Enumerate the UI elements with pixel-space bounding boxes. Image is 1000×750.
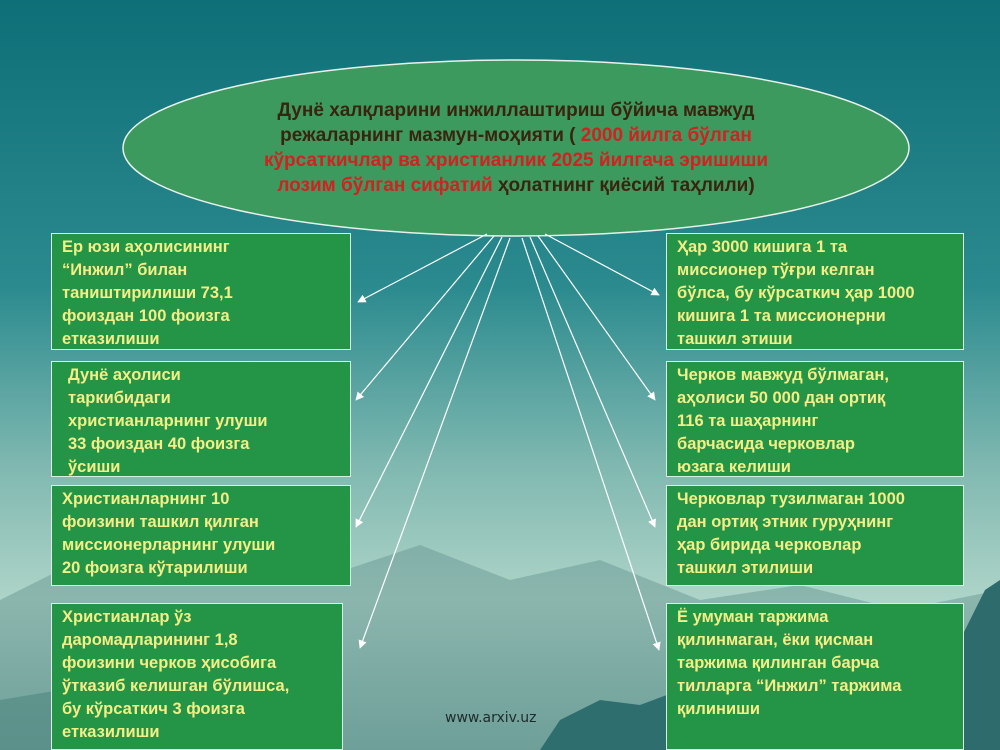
left-box-3-text: Христианларнинг 10 фоизини ташкил қилган миссионерларнинг улуши 20 фоизга кўтарилиши — [62, 490, 276, 577]
right-box-1 — [666, 233, 964, 350]
arrow-left-2 — [356, 236, 494, 400]
left-box-1 — [51, 233, 351, 350]
title-part-3: ҳолатнинг қиёсий таҳлили) — [497, 175, 755, 196]
right-box-3-text: Черковлар тузилмаган 1000 дан ортиқ этник гуруҳнинг ҳар бирида черковлар ташкил этилиши — [677, 490, 905, 577]
title-part-1: Дунё халқларини инжиллаштириш бўйича мавжуд режаларнинг мазмун-моҳияти ( — [277, 100, 755, 146]
left-box-3 — [51, 485, 351, 586]
arrow-right-3 — [530, 237, 655, 527]
left-box-2-text: Дунё аҳолиси таркибидаги христианларнинг улуши 33 фоиздан 40 фоизга ўсиши — [68, 366, 268, 476]
arrow-left-4 — [360, 238, 510, 648]
right-box-3 — [666, 485, 964, 586]
title-part-2: 2000 йилга бўлган кўрсаткичлар ва христианлик 2025 йилгача эришиши лозим бўлган сифатий — [263, 125, 769, 196]
footer-url: www.arxiv.uz — [445, 710, 537, 726]
arrow-right-4 — [522, 238, 659, 650]
right-box-4-text: Ё умуман таржима қилинмаган, ёки қисман таржима қилинган барча тилларга “Инжил” таржима қилиниши — [677, 608, 902, 718]
arrow-left-3 — [356, 237, 502, 527]
right-box-2-text: Черков мавжуд бўлмаган, аҳолиси 50 000 дан ортиқ 116 та шаҳарнинг барчасида черковлар юзага келиши — [677, 366, 889, 476]
diagram-title — [123, 60, 909, 236]
left-box-4-text: Христианлар ўз даромадларининг 1,8 фоизини черков ҳисобига ўтказиб келишган бўлишса, бу кўрсаткич 3 фоизга етказилиши — [62, 608, 290, 741]
right-box-2 — [666, 361, 964, 477]
right-box-1-text: Ҳар 3000 кишига 1 та миссионер тўғри келган бўлса, бу кўрсаткич ҳар 1000 кишига 1 та миссионерни ташкил этиши — [677, 238, 915, 348]
arrow-right-2 — [538, 236, 655, 400]
left-box-2 — [51, 361, 351, 477]
left-box-1-text: Ер юзи аҳолисининг “Инжил” билан таништирилиши 73,1 фоиздан 100 фоизга етказилиши — [62, 238, 233, 348]
right-box-4 — [666, 603, 964, 750]
arrow-right-1 — [545, 234, 659, 295]
left-box-4 — [51, 603, 343, 750]
